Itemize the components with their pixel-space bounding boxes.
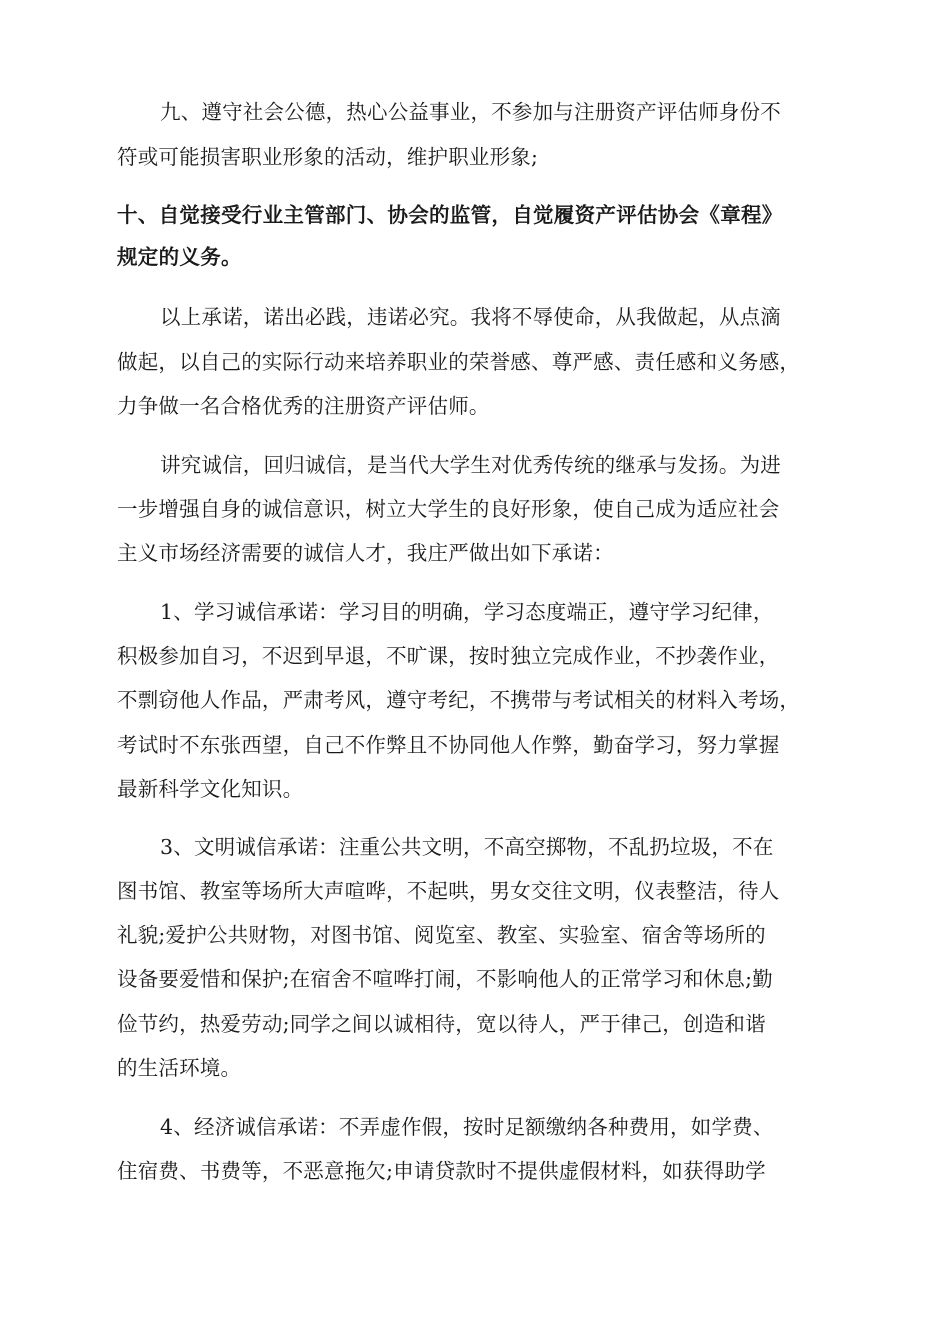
paragraph-promise-line-1: 以上承诺，诺出必践，违诺必究。我将不辱使命，从我做起，从点滴 [160,305,781,329]
paragraph-study-line-4: 考试时不东张西望，自己不作弊且不协同他人作弊，勤奋学习，努力掌握 [117,733,780,757]
paragraph-integrity-line-1: 讲究诚信，回归诚信，是当代大学生对优秀传统的继承与发扬。为进 [160,453,781,477]
paragraph-civil-line-5: 俭节约，热爱劳动;同学之间以诚相待，宽以待人，严于律己，创造和谐 [117,1012,766,1036]
paragraph-civil-line-3: 礼貌;爱护公共财物，对图书馆、阅览室、教室、实验室、宿舍等场所的 [117,923,766,947]
paragraph-civil-line-4: 设备要爱惜和保护;在宿舍不喧哗打闹，不影响他人的正常学习和休息;勤 [117,967,773,991]
paragraph-economy-line-1: 4、经济诚信承诺：不弄虚作假，按时足额缴纳各种费用，如学费、 [160,1115,774,1139]
paragraph-promise-line-3: 力争做一名合格优秀的注册资产评估师。 [117,394,490,418]
paragraph-civil-line-6: 的生活环境。 [117,1056,242,1080]
paragraph-integrity-line-2: 一步增强自身的诚信意识，树立大学生的良好形象，使自己成为适应社会 [117,497,780,521]
paragraph-civil-line-2: 图书馆、教室等场所大声喧哗，不起哄，男女交往文明，仪表整洁，待人 [117,879,780,903]
paragraph-ten-line-2: 规定的义务。 [117,245,242,269]
paragraph-promise-line-2: 做起，以自己的实际行动来培养职业的荣誉感、尊严感、责任感和义务感， [117,350,801,374]
paragraph-ten-line-1: 十、自觉接受行业主管部门、协会的监管，自觉履资产评估协会《章程》 [117,203,783,227]
paragraph-study-line-1: 1、学习诚信承诺：学习目的明确，学习态度端正，遵守学习纪律， [160,600,774,624]
paragraph-integrity-line-3: 主义市场经济需要的诚信人才，我庄严做出如下承诺： [117,541,614,565]
paragraph-civil-line-1: 3、文明诚信承诺：注重公共文明，不高空掷物，不乱扔垃圾，不在 [160,835,774,859]
paragraph-study-line-3: 不剽窃他人作品，严肃考风，遵守考纪，不携带与考试相关的材料入考场， [117,688,801,712]
paragraph-study-line-2: 积极参加自习，不迟到早退，不旷课，按时独立完成作业，不抄袭作业， [117,644,780,668]
paragraph-economy-line-2: 住宿费、书费等，不恶意拖欠;申请贷款时不提供虚假材料，如获得助学 [117,1159,766,1183]
paragraph-nine-line-2: 符或可能损害职业形象的活动，维护职业形象; [117,145,539,169]
paragraph-study-line-5: 最新科学文化知识。 [117,777,304,801]
paragraph-nine-line-1: 九、遵守社会公德，热心公益事业，不参加与注册资产评估师身份不 [160,100,781,124]
